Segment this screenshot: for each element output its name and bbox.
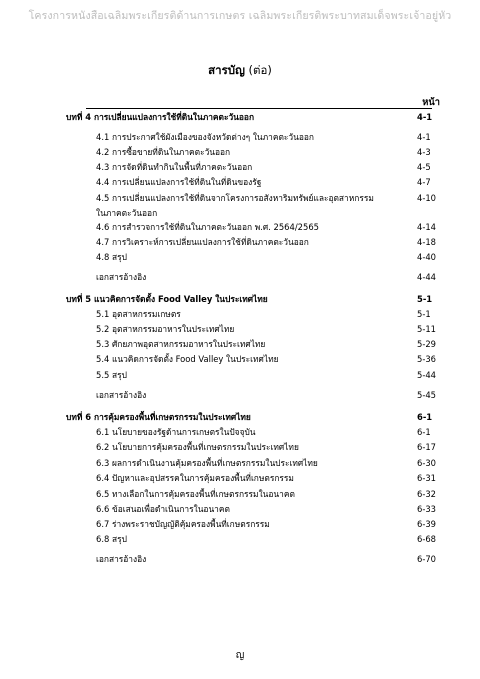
page-column-label: หน้า xyxy=(422,97,440,108)
toc-entry-page: 6-32 xyxy=(417,489,437,499)
toc-title-suffix: (ต่อ) xyxy=(244,63,272,77)
toc-entry-title: 5.4 แนวคิดการจัดตั้ง Food Valley ในประเทศไทย xyxy=(96,354,279,364)
toc-entry-title: 6.7 ร่างพระราชบัญญัติคุ้มครองพื้นที่เกษตรกรรม xyxy=(96,519,270,529)
toc-entry-title: 4.7 การวิเคราะห์การเปลี่ยนแปลงการใช้ที่ดินภาคตะวันออก xyxy=(96,237,309,247)
toc-entry-title: 4.4 การเปลี่ยนแปลงการใช้ที่ดินในที่ดินของรัฐ xyxy=(96,177,262,187)
toc-entry-page: 5-1 xyxy=(417,294,433,304)
toc-entry-title: 4.3 การจัดที่ดินทำกินในพื้นที่ภาคตะวันออก xyxy=(96,162,253,172)
toc-entry-title: 4.8 สรุป xyxy=(96,252,127,262)
toc-entry-page: 4-1 xyxy=(417,112,433,122)
toc-entry-page: 4-3 xyxy=(417,147,431,157)
toc-entry-page: 6-1 xyxy=(417,427,431,437)
toc-entry-title: บทที่ 4 การเปลี่ยนแปลงการใช้ที่ดินในภาคตะวันออก xyxy=(66,112,255,122)
page-header-banner: โครงการหนังสือเฉลิมพระเกียรติด้านการเกษตร เฉลิมพระเกียรติพระบาทสมเด็จพระเจ้าอยู่หัว xyxy=(28,10,452,22)
toc-entry-page: 4-18 xyxy=(417,237,437,247)
toc-entry-title: 5.2 อุตสาหกรรมอาหารในประเทศไทย xyxy=(96,324,235,334)
toc-entry-page: 6-39 xyxy=(417,519,437,529)
footer-page-number: ญ xyxy=(235,650,245,661)
toc-entry-title: ในภาคตะวันออก xyxy=(96,208,158,218)
toc-entry-page: 4-1 xyxy=(417,132,431,142)
toc-entry-title: เอกสารอ้างอิง xyxy=(96,390,147,400)
toc-entry-title: 4.6 การสำรวจการใช้ที่ดินในภาคตะวันออก พ.ศ. 2564/2565 xyxy=(96,222,319,232)
toc-entry-title: บทที่ 6 การคุ้มครองพื้นที่เกษตรกรรมในประเทศไทย xyxy=(66,412,251,422)
toc-entry-title: 4.2 การซื้อขายที่ดินในภาคตะวันออก xyxy=(96,147,231,157)
toc-entry-page: 6-68 xyxy=(417,534,437,544)
toc-entry-page: 6-33 xyxy=(417,504,437,514)
toc-entry-page: 6-31 xyxy=(417,473,437,483)
toc-entry-page: 5-44 xyxy=(417,370,437,380)
toc-entry-title: 5.5 สรุป xyxy=(96,370,127,380)
toc-entry-title: 4.5 การเปลี่ยนแปลงการใช้ที่ดินจากโครงการอสังหาริมทรัพย์และอุตสาหกรรม xyxy=(96,193,374,203)
toc-entry-page: 5-11 xyxy=(417,324,437,334)
toc-entry-page: 6-70 xyxy=(417,554,437,564)
toc-entry-page: 6-17 xyxy=(417,442,437,452)
toc-entry-page: 4-7 xyxy=(417,177,431,187)
toc-entry-title: 6.1 นโยบายของรัฐด้านการเกษตรในปัจจุบัน xyxy=(96,427,256,437)
toc-title-main: สารบัญ xyxy=(208,63,245,77)
toc-entry-page: 4-10 xyxy=(417,193,437,203)
toc-entry-page: 5-45 xyxy=(417,390,437,400)
toc-entry-title: เอกสารอ้างอิง xyxy=(96,554,147,564)
toc-entry-title: บทที่ 5 แนวคิดการจัดตั้ง Food Valley ในประเทศไทย xyxy=(66,294,268,304)
toc-entry-title: 6.5 ทางเลือกในการคุ้มครองพื้นที่เกษตรกรรมในอนาคต xyxy=(96,489,295,499)
toc-entry-page: 5-1 xyxy=(417,309,431,319)
toc-entry-page: 6-30 xyxy=(417,458,437,468)
toc-entry-page: 4-5 xyxy=(417,162,431,172)
toc-entry-title: เอกสารอ้างอิง xyxy=(96,272,147,282)
toc-entry-page: 4-44 xyxy=(417,272,437,282)
header-rule xyxy=(86,108,432,109)
toc-entry-page: 4-14 xyxy=(417,222,437,232)
toc-entry-page: 5-29 xyxy=(417,339,437,349)
toc-entry-title: 6.8 สรุป xyxy=(96,534,127,544)
toc-entry-title: 5.1 อุตสาหกรรมเกษตร xyxy=(96,309,181,319)
toc-entry-page: 4-40 xyxy=(417,252,437,262)
toc-entry-title: 6.2 นโยบายการคุ้มครองพื้นที่เกษตรกรรมในประเทศไทย xyxy=(96,442,299,452)
toc-entry-title: 5.3 ศักยภาพอุตสาหกรรมอาหารในประเทศไทย xyxy=(96,339,266,349)
toc-entry-title: 6.6 ข้อเสนอเพื่อดำเนินการในอนาคต xyxy=(96,504,230,514)
toc-entry-title: 6.4 ปัญหาและอุปสรรคในการคุ้มครองพื้นที่เกษตรกรรม xyxy=(96,473,294,483)
toc-entry-page: 5-36 xyxy=(417,354,437,364)
toc-entry-title: 6.3 ผลการดำเนินงานคุ้มครองพื้นที่เกษตรกรรมในประเทศไทย xyxy=(96,458,318,468)
toc-entry-title: 4.1 การประกาศใช้ผังเมืองของจังหวัดต่างๆ ในภาคตะวันออก xyxy=(96,132,314,142)
toc-entry-page: 6-1 xyxy=(417,412,433,422)
page-title xyxy=(0,62,480,80)
